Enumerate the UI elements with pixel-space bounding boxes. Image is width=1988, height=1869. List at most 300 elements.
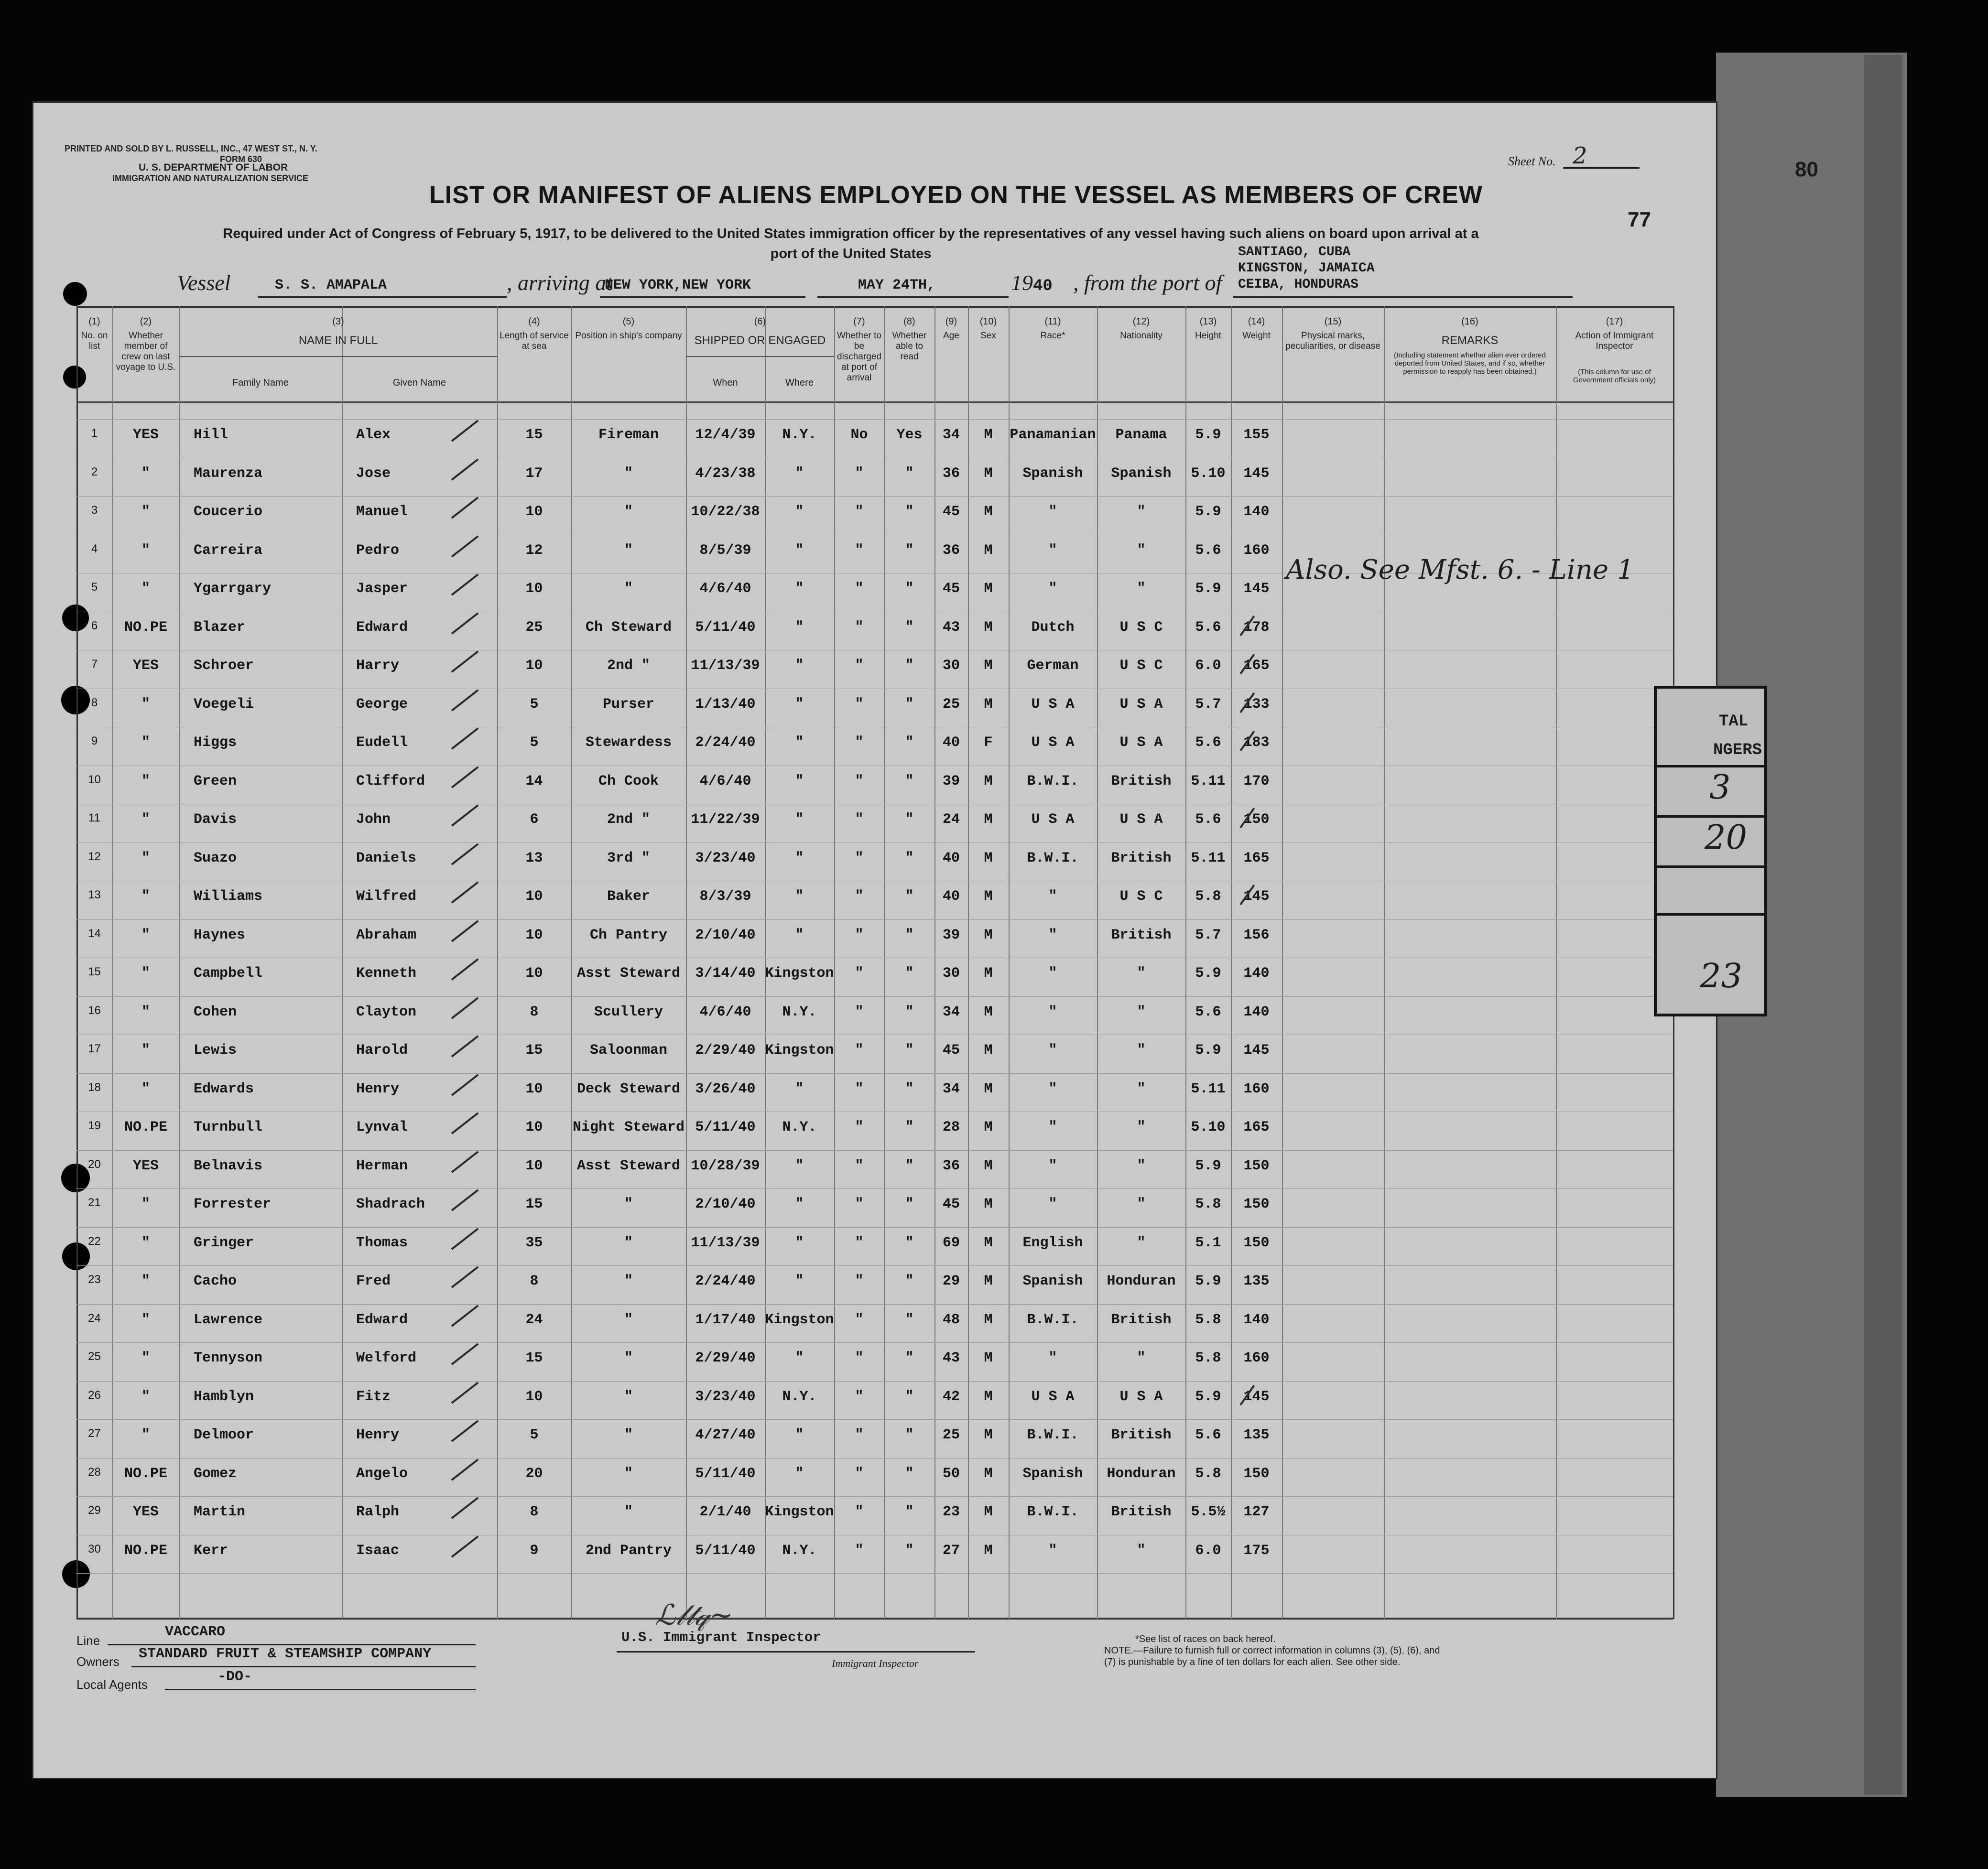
cell-service: 24 (525, 1311, 543, 1328)
cell-discharged: " (855, 1504, 864, 1520)
cell-member: " (141, 735, 150, 751)
cell-nationality: Panama (1115, 427, 1167, 443)
cell-nationality: " (1137, 965, 1146, 982)
cell-age: 30 (942, 658, 960, 674)
cell-read: " (905, 465, 914, 482)
cell-read: " (905, 1080, 914, 1097)
column-subheader: (Including statement whether alien ever ordered deported from United States, and if so, whether permission to reapply has been obtained.) (1394, 351, 1546, 376)
cell-sex: F (984, 735, 993, 751)
cell-service: 8 (530, 1273, 539, 1289)
column-number: (17) (1606, 316, 1623, 327)
cell-where: " (795, 1273, 804, 1289)
group-divider (686, 356, 834, 357)
cell-service: 10 (525, 888, 543, 905)
line-label: Line (76, 1633, 100, 1648)
cell-where: " (795, 1157, 804, 1174)
cell-member: " (141, 1196, 150, 1212)
cell-sex: M (984, 811, 993, 828)
cell-when: 5/11/40 (695, 1119, 756, 1135)
cell-service: 10 (525, 658, 543, 674)
cell-sex: M (984, 888, 993, 905)
cell-discharged: " (855, 1234, 864, 1251)
inspector-stamp: U.S. Immigrant Inspector (621, 1630, 821, 1645)
from-label: , from the port of (1073, 270, 1222, 295)
cell-weight: 155 (1243, 427, 1270, 443)
cell-given: Edward (356, 1311, 408, 1328)
cell-member: " (141, 1311, 150, 1328)
cell-discharged: " (855, 1157, 864, 1174)
cell-age: 45 (942, 1042, 960, 1059)
cell-given: Herman (356, 1157, 408, 1174)
column-number: (2) (140, 316, 152, 327)
cell-position: " (624, 504, 633, 520)
cell-read: " (905, 1465, 914, 1482)
punch-hole (63, 282, 87, 306)
cell-height: 6.0 (1195, 1542, 1221, 1559)
agents-label: Local Agents (76, 1677, 148, 1692)
cell-race: U S A (1031, 735, 1075, 751)
cell-race: " (1048, 1542, 1057, 1559)
cell-no: 19 (88, 1119, 101, 1132)
service: IMMIGRATION AND NATURALIZATION SERVICE (112, 173, 308, 183)
column-header: Age (943, 331, 959, 341)
sheet-underline (1563, 167, 1640, 169)
cell-when: 2/29/40 (695, 1350, 756, 1366)
cell-member: YES (132, 1157, 159, 1174)
column-number: (7) (853, 316, 865, 327)
cell-family: Kerr (194, 1542, 228, 1559)
cell-read: " (905, 1427, 914, 1443)
cell-where: " (795, 927, 804, 943)
owners-underline (131, 1666, 476, 1667)
cell-member: " (141, 1234, 150, 1251)
cell-position: " (624, 1350, 633, 1366)
cell-position: " (624, 1388, 633, 1405)
cell-where: " (795, 542, 804, 559)
cell-member: " (141, 773, 150, 789)
cell-where: Kingston (765, 1042, 834, 1059)
cell-age: 29 (942, 1273, 960, 1289)
cell-position: " (624, 1427, 633, 1443)
sheet-label: Sheet No. (1508, 154, 1556, 168)
cell-when: 2/24/40 (695, 1273, 756, 1289)
cell-given: Ralph (356, 1504, 400, 1520)
year-prefix (1011, 270, 1053, 295)
cell-when: 3/23/40 (695, 1388, 756, 1405)
cell-discharged: " (855, 1119, 864, 1135)
subtitle-line-2: port of the United States (770, 246, 932, 261)
cell-weight: 145 (1243, 888, 1270, 905)
cell-given: Fitz (356, 1388, 391, 1405)
column-divider (342, 306, 343, 1619)
cell-member: " (141, 465, 150, 482)
cell-sex: M (984, 658, 993, 674)
row-rule (76, 1342, 1673, 1343)
date-underline (817, 296, 1009, 298)
corner-number: 80 (1795, 158, 1818, 181)
cell-sex: M (984, 1196, 993, 1212)
cell-no: 7 (91, 658, 98, 670)
cell-family: Cacho (194, 1273, 237, 1289)
cell-given: John (356, 811, 391, 828)
cell-age: 34 (942, 427, 960, 443)
cell-height: 5.9 (1195, 965, 1221, 982)
cell-height: 5.8 (1195, 1196, 1221, 1212)
cell-no: 18 (88, 1080, 101, 1094)
back-sheet-edge (1864, 55, 1902, 1794)
cell-family: Maurenza (194, 465, 263, 482)
cell-race: U S A (1031, 811, 1075, 828)
cell-position: Baker (607, 888, 650, 905)
cell-given: Fred (356, 1273, 391, 1289)
cell-given: Eudell (356, 735, 408, 751)
cell-where: " (795, 1234, 804, 1251)
cell-family: Campbell (194, 965, 263, 982)
cell-weight: 140 (1243, 1004, 1270, 1020)
year-prefix-text: 19 (1011, 270, 1033, 295)
cell-where: N.Y. (782, 1388, 817, 1405)
cell-member: " (141, 1427, 150, 1443)
cell-age: 34 (942, 1004, 960, 1020)
cell-when: 4/6/40 (699, 773, 751, 789)
cell-age: 25 (942, 1427, 960, 1443)
cell-given: Shadrach (356, 1196, 425, 1212)
cell-when: 11/22/39 (691, 811, 760, 828)
page-title: LIST OR MANIFEST OF ALIENS EMPLOYED ON THE VESSEL AS MEMBERS OF CREW (429, 181, 1483, 209)
column-number: (1) (88, 316, 100, 327)
cell-discharged: " (855, 735, 864, 751)
cell-discharged: " (855, 965, 864, 982)
cell-when: 8/5/39 (699, 542, 751, 559)
cell-family: Haynes (194, 927, 246, 943)
handwritten-remark: Also. See Mfst. 6. - Line 1 (1286, 554, 1634, 585)
cell-no: 12 (88, 850, 101, 863)
cell-when: 3/14/40 (695, 965, 756, 982)
cell-given: Abraham (356, 927, 417, 943)
cell-weight: 135 (1243, 1427, 1270, 1443)
column-divider (1097, 306, 1098, 1619)
cell-age: 30 (942, 965, 960, 982)
cell-discharged: " (855, 619, 864, 636)
arriving-label: , arriving at (507, 270, 613, 295)
cell-when: 10/28/39 (691, 1157, 760, 1174)
cell-where: " (795, 811, 804, 828)
cell-discharged: " (855, 1427, 864, 1443)
cell-weight: 178 (1243, 619, 1270, 636)
cell-race: " (1048, 504, 1057, 520)
column-number: (4) (528, 316, 540, 327)
cell-position: Ch Steward (585, 619, 672, 636)
cell-discharged: " (855, 542, 864, 559)
cell-nationality: " (1137, 504, 1146, 520)
row-rule (76, 1227, 1673, 1228)
cell-no: 11 (88, 811, 100, 824)
cell-where: " (795, 1465, 804, 1482)
cell-nationality: U S C (1119, 658, 1163, 674)
cell-height: 5.9 (1195, 1273, 1221, 1289)
cell-no: 26 (88, 1388, 101, 1402)
column-divider (1231, 306, 1232, 1619)
owners-label: Owners (76, 1654, 119, 1669)
cell-nationality: U S A (1119, 696, 1163, 713)
cell-read: " (905, 542, 914, 559)
form-number: FORM 630 (220, 154, 262, 164)
arrival-date: MAY 24TH, (858, 277, 936, 293)
cell-sex: M (984, 965, 993, 982)
cell-sex: M (984, 465, 993, 482)
cell-read: " (905, 581, 914, 597)
row-rule (76, 1188, 1673, 1189)
cell-race: " (1048, 1196, 1057, 1212)
row-rule (76, 1496, 1673, 1497)
cell-race: B.W.I. (1027, 1504, 1079, 1520)
cell-when: 11/13/39 (691, 1234, 760, 1251)
cell-sex: M (984, 1004, 993, 1020)
cell-height: 5.6 (1195, 619, 1221, 636)
cell-discharged: " (855, 850, 864, 866)
cell-member: " (141, 581, 150, 597)
cell-discharged: " (855, 1350, 864, 1366)
cell-discharged: " (855, 1542, 864, 1559)
cell-read: " (905, 965, 914, 982)
races-note: *See list of races on back hereof. (1135, 1634, 1276, 1644)
card-label-2: NGERS (1713, 741, 1762, 759)
cell-race: U S A (1031, 696, 1075, 713)
cell-position: Night Steward (572, 1119, 685, 1135)
cell-member: " (141, 811, 150, 828)
cell-service: 15 (525, 1042, 543, 1059)
column-header: Length of service at sea (500, 331, 569, 351)
department: U. S. DEPARTMENT OF LABOR (139, 162, 288, 173)
cell-weight: 140 (1243, 504, 1270, 520)
cell-when: 2/24/40 (695, 735, 756, 751)
cell-position: " (624, 542, 633, 559)
cell-given: Alex (356, 427, 391, 443)
cell-read: Yes (896, 427, 923, 443)
cell-race: " (1048, 927, 1057, 943)
row-rule (76, 496, 1673, 497)
cell-member: " (141, 888, 150, 905)
cell-race: " (1048, 1080, 1057, 1097)
cell-discharged: " (855, 1388, 864, 1405)
cell-service: 25 (525, 619, 543, 636)
cell-discharged: " (855, 465, 864, 482)
cell-read: " (905, 1157, 914, 1174)
cell-when: 5/11/40 (695, 1542, 756, 1559)
cell-height: 5.1 (1195, 1234, 1221, 1251)
cell-discharged: " (855, 581, 864, 597)
cell-where: " (795, 696, 804, 713)
cell-family: Schroer (194, 658, 254, 674)
cell-read: " (905, 504, 914, 520)
cell-age: 40 (942, 888, 960, 905)
cell-race: German (1027, 658, 1079, 674)
cell-height: 5.7 (1195, 927, 1221, 943)
cell-weight: 150 (1243, 1465, 1270, 1482)
column-number: (12) (1132, 316, 1150, 327)
column-divider (968, 306, 969, 1619)
cell-when: 5/11/40 (695, 619, 756, 636)
fine-note-1: NOTE.—Failure to furnish full or correct information in columns (3), (5), (6), and (1104, 1645, 1440, 1656)
column-divider (1185, 306, 1186, 1619)
column-header: Sex (980, 331, 996, 341)
cell-read: " (905, 1542, 914, 1559)
cell-member: YES (132, 1504, 159, 1520)
cell-sex: M (984, 773, 993, 789)
cell-position: Scullery (594, 1004, 663, 1020)
cell-no: 3 (91, 504, 98, 517)
cell-nationality: " (1137, 1119, 1146, 1135)
cell-read: " (905, 1234, 914, 1251)
cell-where: " (795, 1080, 804, 1097)
column-header: Nationality (1120, 331, 1162, 341)
cell-race: B.W.I. (1027, 1427, 1079, 1443)
cell-service: 10 (525, 1119, 543, 1135)
cell-no: 22 (88, 1234, 101, 1248)
cell-weight: 156 (1243, 927, 1270, 943)
cell-sex: M (984, 1273, 993, 1289)
year-suffix: 40 (1033, 277, 1053, 295)
cell-height: 5.6 (1195, 542, 1221, 559)
cell-no: 14 (88, 927, 101, 940)
cell-height: 5.8 (1195, 1350, 1221, 1366)
cell-race: " (1048, 542, 1057, 559)
cell-given: Angelo (356, 1465, 408, 1482)
header-bottom-border (76, 401, 1673, 403)
cell-discharged: " (855, 696, 864, 713)
column-number: (14) (1248, 316, 1265, 327)
cell-weight: 175 (1243, 1542, 1270, 1559)
cell-sex: M (984, 1080, 993, 1097)
cell-given: Harold (356, 1042, 408, 1059)
cell-weight: 150 (1243, 1234, 1270, 1251)
card-label-1: TAL (1719, 713, 1749, 731)
cell-family: Higgs (194, 735, 237, 751)
column-subheader: (This column for use of Government officials only) (1573, 368, 1656, 384)
cell-where: " (795, 504, 804, 520)
cell-given: Thomas (356, 1234, 408, 1251)
cell-when: 2/29/40 (695, 1042, 756, 1059)
cell-race: English (1022, 1234, 1083, 1251)
cell-weight: 165 (1243, 658, 1270, 674)
cell-height: 6.0 (1195, 658, 1221, 674)
cell-height: 5.9 (1195, 1388, 1221, 1405)
cell-age: 39 (942, 773, 960, 789)
column-header: Weight (1242, 331, 1271, 341)
cell-discharged: " (855, 888, 864, 905)
cell-when: 4/6/40 (699, 1004, 751, 1020)
cell-nationality: British (1111, 927, 1172, 943)
column-header: Whether able to read (892, 331, 927, 362)
cell-member: YES (132, 427, 159, 443)
cell-weight: 150 (1243, 1157, 1270, 1174)
cell-race: Panamanian (1010, 427, 1096, 443)
cell-race: " (1048, 1004, 1057, 1020)
cell-service: 17 (525, 465, 543, 482)
column-header: SHIPPED OR ENGAGED (694, 334, 826, 347)
cell-race: Spanish (1022, 1273, 1083, 1289)
cell-nationality: " (1137, 581, 1146, 597)
cell-family: Delmoor (194, 1427, 254, 1443)
column-divider (571, 306, 572, 1619)
cell-discharged: " (855, 773, 864, 789)
cell-family: Ygarrgary (194, 581, 272, 597)
cell-member: NO.PE (124, 1542, 167, 1559)
page-number: 77 (1628, 208, 1651, 231)
cell-age: 25 (942, 696, 960, 713)
column-divider (765, 306, 766, 1619)
cell-member: " (141, 1042, 150, 1059)
cell-age: 36 (942, 1157, 960, 1174)
manifest-table (76, 306, 1673, 1619)
column-number: (15) (1324, 316, 1342, 327)
column-subheader: When (713, 378, 738, 388)
arriving-port: NEW YORK,NEW YORK (605, 277, 751, 293)
cell-service: 10 (525, 1388, 543, 1405)
cell-age: 45 (942, 581, 960, 597)
agents-underline (165, 1689, 476, 1690)
cell-age: 24 (942, 811, 960, 828)
cell-member: " (141, 696, 150, 713)
cell-age: 43 (942, 619, 960, 636)
passenger-total-card (1654, 686, 1767, 1016)
cell-no: 4 (91, 542, 98, 555)
column-number: (9) (945, 316, 957, 327)
cell-nationality: " (1137, 1080, 1146, 1097)
cell-discharged: " (855, 658, 864, 674)
cell-family: Hill (194, 427, 228, 443)
cell-sex: M (984, 1350, 993, 1366)
cell-service: 6 (530, 811, 539, 828)
cell-race: " (1048, 1119, 1057, 1135)
cell-family: Carreira (194, 542, 263, 559)
cell-sex: M (984, 504, 993, 520)
cell-position: Deck Steward (576, 1080, 681, 1097)
cell-weight: 165 (1243, 850, 1270, 866)
cell-when: 11/13/39 (691, 658, 760, 674)
cell-given: Clayton (356, 1004, 417, 1020)
cell-height: 5.11 (1191, 1080, 1226, 1097)
cell-weight: 150 (1243, 811, 1270, 828)
page-subtitle (110, 224, 1592, 264)
cell-no: 30 (88, 1542, 101, 1556)
cell-position: Asst Steward (576, 965, 681, 982)
cell-when: 4/27/40 (695, 1427, 756, 1443)
cell-sex: M (984, 1465, 993, 1482)
cell-weight: 170 (1243, 773, 1270, 789)
cell-family: Gomez (194, 1465, 237, 1482)
cell-given: Wilfred (356, 888, 417, 905)
cell-race: Spanish (1022, 465, 1083, 482)
column-number: (16) (1461, 316, 1478, 327)
cell-where: " (795, 735, 804, 751)
cell-where: N.Y. (782, 1119, 817, 1135)
cell-member: YES (132, 658, 159, 674)
cell-family: Voegeli (194, 696, 254, 713)
cell-sex: M (984, 696, 993, 713)
cell-no: 17 (88, 1042, 101, 1055)
cell-race: B.W.I. (1027, 773, 1079, 789)
cell-nationality: Spanish (1111, 465, 1172, 482)
cell-given: Edward (356, 619, 408, 636)
fine-note-2: (7) is punishable by a fine of ten dollars for each alien. See other side. (1104, 1657, 1401, 1667)
cell-position: " (624, 581, 633, 597)
cell-when: 5/11/40 (695, 1465, 756, 1482)
cell-member: NO.PE (124, 619, 167, 636)
cell-nationality: Honduran (1107, 1273, 1176, 1289)
cell-discharged: No (850, 427, 868, 443)
cell-service: 5 (530, 1427, 539, 1443)
